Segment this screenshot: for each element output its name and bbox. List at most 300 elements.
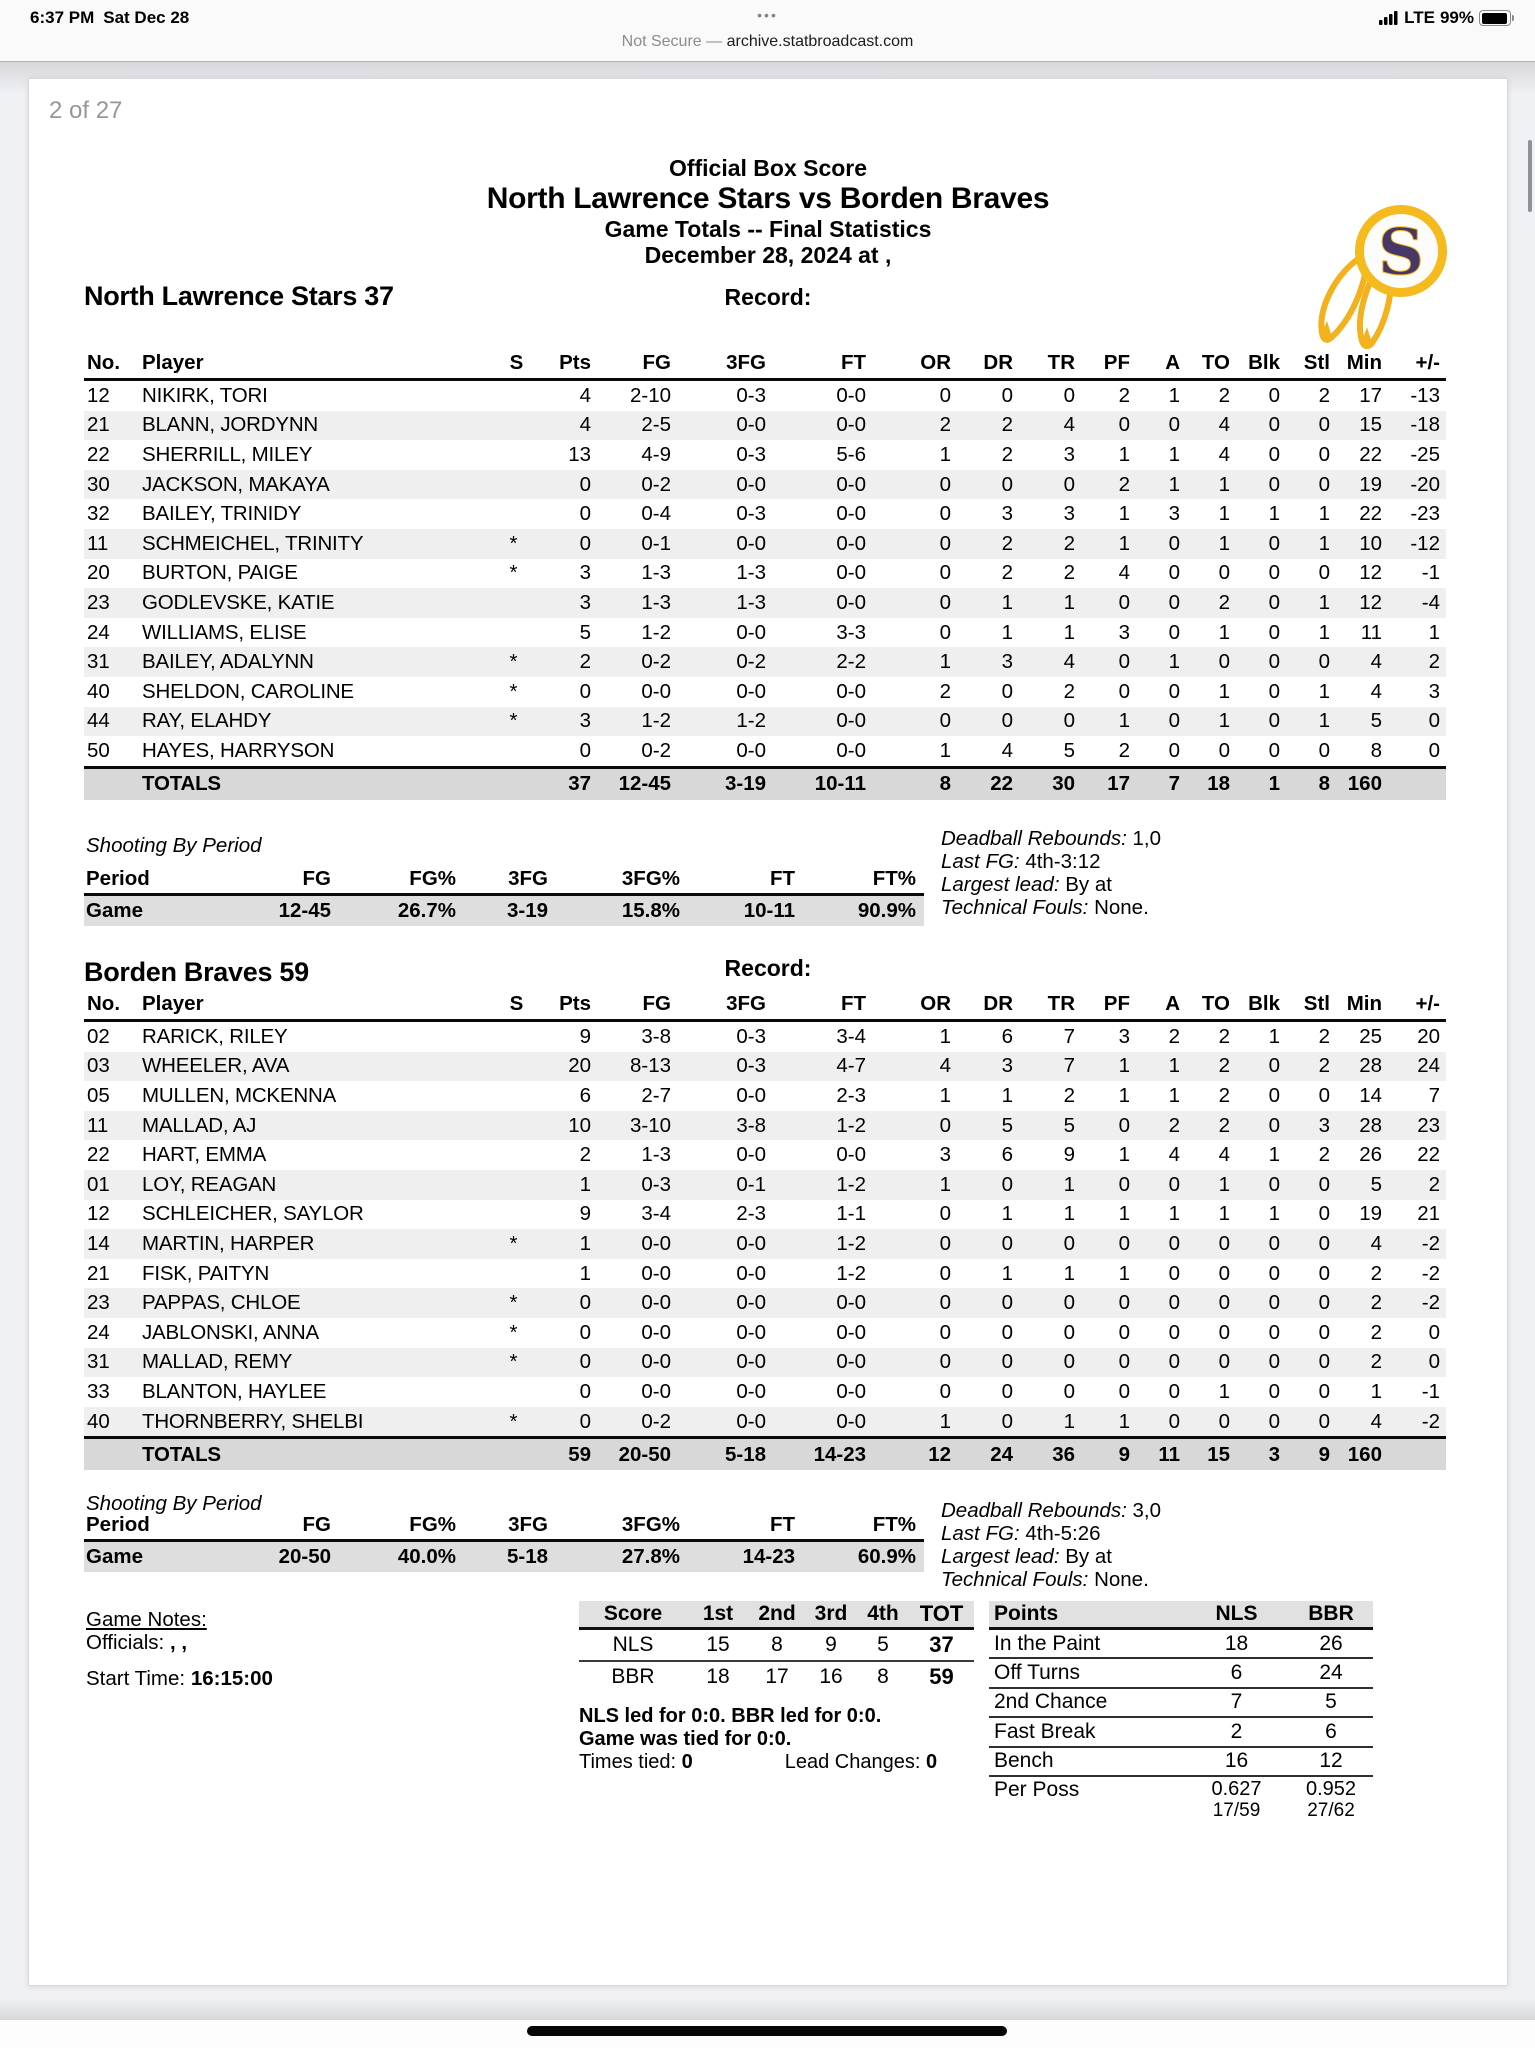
cell-tfg: 0-0 — [736, 738, 766, 762]
cell-s — [492, 1200, 547, 1230]
column-header: Stl — [1286, 349, 1336, 380]
cell-tr: 7 — [1019, 1052, 1081, 1082]
cell-min: 15 — [1336, 411, 1388, 441]
cell-a: 1 — [1136, 470, 1186, 500]
cell-a: 0 — [1136, 1170, 1186, 1200]
cell-s — [492, 736, 547, 767]
table-row — [84, 411, 1446, 441]
table-row — [84, 1200, 1446, 1230]
column-header: 3FG — [464, 1512, 556, 1541]
column-header: FG — [204, 866, 339, 895]
cell-to: 1 — [1186, 529, 1236, 559]
cell-dr: 3 — [957, 647, 1019, 677]
cell-blk: 1 — [1268, 502, 1280, 526]
cell-min: 17 — [1359, 383, 1382, 407]
cell-to: 0 — [1218, 1320, 1230, 1344]
cell-no: 11 — [84, 529, 142, 559]
cell-fg: 1-2 — [641, 620, 671, 644]
cell-to: 4 — [1186, 411, 1236, 441]
cell-or: 2 — [872, 411, 957, 441]
column-header: 3FG — [464, 866, 556, 895]
cell-stl: 0 — [1286, 411, 1336, 441]
cell-pm: -1 — [1421, 1379, 1440, 1403]
cell-stl: 0 — [1318, 1202, 1330, 1226]
cell-pf: 0 — [1081, 647, 1136, 677]
cell-tr: 1 — [1063, 1202, 1075, 1226]
cell-tfg: 0-1 — [677, 1170, 772, 1200]
cell-a: 0 — [1168, 1379, 1180, 1403]
cell-dr: 2 — [1001, 442, 1013, 466]
cell-name: NIKIRK, TORI — [142, 383, 268, 407]
cell-bbr: 6 — [1289, 1717, 1373, 1746]
cell-q1: 15 — [687, 1629, 749, 1662]
cell-no: 23 — [84, 1288, 142, 1318]
cell-fg: 4-9 — [641, 442, 671, 466]
cell-pf: 9 — [1081, 1438, 1136, 1471]
cell-pts: 0 — [579, 679, 591, 703]
cell-name: TOTALS — [142, 1438, 492, 1471]
cell-or: 0 — [872, 470, 957, 500]
cell-a: 0 — [1168, 679, 1180, 703]
cell-pm: 2 — [1388, 647, 1446, 677]
cell-stl: 0 — [1286, 1348, 1336, 1378]
column-header: Points — [989, 1601, 1184, 1629]
column-header: FG — [204, 1512, 339, 1541]
cell-dr: 24 — [957, 1438, 1019, 1471]
column-header: FT — [688, 1512, 803, 1541]
cell-blk: 3 — [1236, 1438, 1286, 1471]
column-header: 2nd — [749, 1601, 805, 1629]
cell-stl: 0 — [1318, 1261, 1330, 1285]
table-row — [84, 618, 1446, 648]
cell-pts: 20 — [547, 1052, 597, 1082]
cell-fg: 0-0 — [597, 1229, 677, 1259]
cell-pm: 0 — [1428, 1320, 1440, 1344]
score-rows — [579, 1629, 974, 1693]
cell-no: 21 — [84, 411, 142, 441]
cell-pts: 0 — [579, 502, 591, 526]
cell-no: 24 — [87, 620, 110, 644]
cell-blk: 0 — [1268, 1261, 1280, 1285]
cell-bbr: 5 — [1289, 1688, 1373, 1717]
cell-stl: 8 — [1286, 767, 1336, 800]
cell-fg: 0-2 — [597, 647, 677, 677]
battery-icon — [1479, 10, 1511, 26]
cell-pts: 0 — [579, 738, 591, 762]
cell-fg: 0-2 — [597, 1407, 677, 1438]
team-heading-nls: North Lawrence Stars 37 — [84, 281, 394, 311]
cell-dr: 0 — [957, 1407, 1019, 1438]
cell-a: 0 — [1136, 1407, 1186, 1438]
cell-nls: 2 — [1184, 1717, 1289, 1746]
cell-pf: 0 — [1118, 1379, 1130, 1403]
column-header: +/- — [1388, 990, 1446, 1021]
column-header: PF — [1081, 349, 1136, 380]
cell-no: 11 — [84, 1111, 142, 1141]
cell-ft: 0-0 — [772, 588, 872, 618]
cell-to: 1 — [1218, 679, 1230, 703]
cell-fg: 1-2 — [597, 707, 677, 737]
cell-tfg: 0-0 — [736, 1143, 766, 1167]
cell-tfg: 3-19 — [464, 895, 556, 927]
cell-pts: 4 — [579, 383, 591, 407]
cell-pf: 1 — [1118, 1202, 1130, 1226]
column-header: 4th — [857, 1601, 909, 1629]
cell-pm: -4 — [1388, 588, 1446, 618]
cell-to: 2 — [1186, 588, 1236, 618]
cell-or: 1 — [939, 1024, 951, 1048]
cell-pf: 0 — [1118, 679, 1130, 703]
cell-or: 0 — [939, 383, 951, 407]
status-time: 6:37 PM — [30, 8, 95, 27]
cell-pf: 1 — [1118, 1083, 1130, 1107]
cell-min: 12 — [1359, 561, 1382, 585]
cell-stl: 0 — [1286, 1407, 1336, 1438]
note-line: Last FG: 4th-3:12 — [941, 850, 1101, 873]
cell-name: WILLIAMS, ELISE — [142, 620, 307, 644]
cell-min: 160 — [1336, 1438, 1388, 1471]
column-header: Blk — [1236, 990, 1286, 1021]
cell-s — [492, 1052, 547, 1082]
cell-s: * — [509, 679, 518, 703]
cell-stl: 0 — [1286, 470, 1336, 500]
cell-pm: -12 — [1388, 529, 1446, 559]
cell-to: 0 — [1218, 561, 1230, 585]
column-header: +/- — [1388, 349, 1446, 380]
cell-blk: 0 — [1236, 1052, 1286, 1082]
cell-fg: 12-45 — [597, 767, 677, 800]
cell-pts: 59 — [547, 1438, 597, 1471]
cell-pf: 3 — [1118, 620, 1130, 644]
cell-pm: -2 — [1388, 1407, 1446, 1438]
cell-no: 14 — [84, 1229, 142, 1259]
cell-no: 23 — [84, 588, 142, 618]
shooting-rows-bbr — [84, 1541, 924, 1573]
cell-tfg: 0-0 — [677, 1288, 772, 1318]
cell-ft: 0-0 — [836, 679, 866, 703]
cell-min: 28 — [1336, 1052, 1388, 1082]
cell-a: 1 — [1168, 442, 1180, 466]
cell-tr: 36 — [1019, 1438, 1081, 1471]
shooting-table-bbr — [84, 1512, 924, 1572]
cell-stl: 1 — [1286, 529, 1336, 559]
cell-no: 20 — [87, 561, 110, 585]
cell-no: 24 — [87, 1320, 110, 1344]
table-row — [84, 1111, 1446, 1141]
column-header: No. — [84, 990, 142, 1021]
shooting-header-row — [84, 1512, 924, 1541]
column-header: 3rd — [805, 1601, 857, 1629]
cell-pm: 23 — [1388, 1111, 1446, 1141]
cell-blk: 0 — [1268, 738, 1280, 762]
cell-s — [492, 588, 547, 618]
cell-blk: 0 — [1236, 1407, 1286, 1438]
cell-ft: 0-0 — [836, 561, 866, 585]
cell-tot: 59 — [929, 1664, 954, 1689]
cell-tr: 0 — [1063, 1379, 1075, 1403]
column-header: 3FG% — [556, 1512, 688, 1541]
cell-stl: 1 — [1286, 588, 1336, 618]
cell-min: 11 — [1360, 620, 1382, 644]
team-heading-bbr: Borden Braves 59 — [84, 957, 309, 987]
cell-pm — [1388, 1438, 1446, 1471]
totals-row-nls — [84, 767, 1446, 800]
cell-fg: 8-13 — [597, 1052, 677, 1082]
cell-tfgp: 27.8% — [556, 1541, 688, 1573]
cell-fgp: 26.7% — [339, 895, 464, 927]
cell-name: WHEELER, AVA — [142, 1052, 492, 1082]
cell-stl: 0 — [1318, 442, 1330, 466]
cell-dr: 1 — [1001, 1202, 1013, 1226]
cell-stl: 0 — [1318, 561, 1330, 585]
column-header: NLS — [1184, 1601, 1289, 1629]
points-rows — [989, 1629, 1373, 1776]
cell-blk: 0 — [1236, 1348, 1286, 1378]
cell-ft: 1-2 — [772, 1170, 872, 1200]
cell-tr: 1 — [1063, 1261, 1075, 1285]
cell-pts: 0 — [579, 1320, 591, 1344]
column-header: 3FG — [677, 349, 772, 380]
cell-a: 1 — [1168, 1083, 1180, 1107]
cell-pf: 0 — [1081, 1111, 1136, 1141]
cell-fg: 12-45 — [204, 895, 339, 927]
cell-a: 0 — [1136, 707, 1186, 737]
cell-min: 1 — [1370, 1379, 1382, 1403]
cell-blk: 0 — [1236, 411, 1286, 441]
cell-tr: 2 — [1063, 561, 1075, 585]
cell-pf: 3 — [1118, 1024, 1130, 1048]
scrollbar[interactable] — [1528, 140, 1532, 212]
column-header: Period — [84, 1512, 204, 1541]
cell-tr: 2 — [1063, 679, 1075, 703]
table-row — [84, 1288, 1446, 1318]
game-date: December 28, 2024 at , — [644, 242, 892, 268]
cell-pts: 37 — [547, 767, 597, 800]
table-row — [84, 677, 1446, 707]
table-row — [989, 1658, 1373, 1687]
cell-dr: 3 — [957, 1052, 1019, 1082]
table-row — [84, 1407, 1446, 1438]
cell-dr: 2 — [957, 529, 1019, 559]
cell-stl: 2 — [1318, 1024, 1330, 1048]
cell-or: 3 — [939, 1143, 951, 1167]
note-line: Deadball Rebounds: 3,0 — [941, 1499, 1161, 1522]
cell-blk: 0 — [1236, 1170, 1286, 1200]
cell-no — [84, 1438, 142, 1471]
cell-min: 19 — [1359, 1202, 1382, 1226]
cell-s — [492, 499, 547, 529]
cell-no — [84, 767, 142, 800]
cell-dr: 22 — [957, 767, 1019, 800]
cell-no: 31 — [84, 1348, 142, 1378]
cell-pts: 10 — [547, 1111, 597, 1141]
cell-s — [492, 1170, 547, 1200]
cell-pm: 24 — [1388, 1052, 1446, 1082]
column-header: Score — [579, 1601, 687, 1629]
cell-dr: 3 — [1001, 502, 1013, 526]
column-header: Min — [1336, 990, 1388, 1021]
cell-or: 0 — [939, 1261, 951, 1285]
table-row — [84, 1170, 1446, 1200]
cell-fg: 0-1 — [597, 529, 677, 559]
cell-or: 0 — [872, 1348, 957, 1378]
cell-dr: 0 — [957, 1170, 1019, 1200]
table-row — [84, 736, 1446, 767]
cell-q3: 9 — [805, 1629, 857, 1662]
cell-fg: 0-0 — [641, 1379, 671, 1403]
cell-ft: 3-3 — [836, 620, 866, 644]
column-header: Period — [84, 866, 204, 895]
column-header: BBR — [1289, 1601, 1373, 1629]
cell-name: BLANTON, HAYLEE — [142, 1379, 327, 1403]
cell-no: 22 — [87, 1143, 110, 1167]
cell-pf: 2 — [1118, 738, 1130, 762]
cell-blk: 1 — [1268, 1202, 1280, 1226]
cell-tr: 0 — [1063, 1320, 1075, 1344]
cell-no: 33 — [87, 1379, 110, 1403]
box-score-table-bbr — [84, 990, 1446, 1470]
cell-name: JACKSON, MAKAYA — [142, 470, 492, 500]
cell-fg: 2-10 — [629, 383, 671, 407]
cell-or: 0 — [872, 1111, 957, 1141]
table-row — [989, 1717, 1373, 1746]
cell-tfg: 5-18 — [677, 1438, 772, 1471]
cell-ft: 0-0 — [772, 411, 872, 441]
column-header: DR — [957, 990, 1019, 1021]
home-indicator[interactable] — [527, 2026, 1007, 2036]
cell-or: 1 — [872, 1407, 957, 1438]
cell-label: 2nd Chance — [989, 1688, 1184, 1717]
cell-pm: -2 — [1388, 1288, 1446, 1318]
tab-overview-icon[interactable]: ••• — [757, 7, 778, 23]
cell-dr: 6 — [1001, 1143, 1013, 1167]
cell-no: 12 — [87, 1202, 110, 1226]
cell-to: 1 — [1186, 1170, 1236, 1200]
cell-ft: 10-11 — [688, 895, 803, 927]
cell-blk: 0 — [1236, 529, 1286, 559]
cell-no: 21 — [87, 1261, 110, 1285]
cell-dr: 0 — [957, 707, 1019, 737]
cell-pm: 0 — [1388, 1348, 1446, 1378]
cell-s: * — [492, 1348, 547, 1378]
cell-min: 8 — [1370, 738, 1382, 762]
column-header: TO — [1186, 990, 1236, 1021]
cell-tfgp: 15.8% — [556, 895, 688, 927]
cell-dr: 0 — [957, 1288, 1019, 1318]
safari-toolbar — [0, 0, 1535, 62]
cell-pf: 1 — [1081, 1407, 1136, 1438]
cell-tr: 4 — [1019, 411, 1081, 441]
column-header: PF — [1081, 990, 1136, 1021]
cell-period: Game — [84, 895, 204, 927]
cell-s — [492, 380, 547, 411]
cell-ft: 2-3 — [836, 1083, 866, 1107]
cell-no: 05 — [87, 1083, 110, 1107]
cell-tr: 3 — [1063, 502, 1075, 526]
table-row — [989, 1776, 1373, 1825]
status-indicators — [1379, 8, 1511, 28]
cell-pm: 0 — [1388, 707, 1446, 737]
cell-min: 2 — [1336, 1348, 1388, 1378]
cell-blk: 0 — [1236, 588, 1286, 618]
cell-or: 0 — [872, 707, 957, 737]
table-row — [989, 1747, 1373, 1776]
cell-min: 14 — [1359, 1083, 1382, 1107]
table-row — [84, 1348, 1446, 1378]
table-row — [84, 1229, 1446, 1259]
cell-name: SCHLEICHER, SAYLOR — [142, 1202, 364, 1226]
shooting-title-bbr: Shooting By Period — [86, 1492, 262, 1515]
cell-ft: 1-1 — [836, 1202, 866, 1226]
column-header: Pts — [547, 349, 597, 380]
cell-to: 4 — [1218, 1143, 1230, 1167]
cell-ft: 0-0 — [836, 1320, 866, 1344]
cell-s: * — [492, 707, 547, 737]
cell-or: 2 — [939, 679, 951, 703]
note-line: Technical Fouls: None. — [941, 1568, 1149, 1591]
cell-q3: 16 — [819, 1665, 843, 1688]
cell-pts: 1 — [547, 1170, 597, 1200]
team-notes-bbr — [941, 1499, 1161, 1591]
cell-or: 1 — [872, 647, 957, 677]
cell-tr: 2 — [1019, 529, 1081, 559]
cell-to: 18 — [1186, 767, 1236, 800]
table-row — [84, 767, 1446, 800]
cell-blk: 0 — [1236, 1229, 1286, 1259]
cell-name: MARTIN, HARPER — [142, 1229, 492, 1259]
cell-pf: 1 — [1118, 502, 1130, 526]
cell-to: 15 — [1186, 1438, 1236, 1471]
cell-fg: 3-8 — [641, 1024, 671, 1048]
cell-tr: 1 — [1063, 620, 1075, 644]
cell-tfg: 2-3 — [736, 1202, 766, 1226]
cell-pts: 3 — [579, 561, 591, 585]
cell-blk: 0 — [1268, 679, 1280, 703]
cell-team: NLS — [579, 1629, 687, 1662]
table-row — [579, 1661, 974, 1692]
led-line: NLS led for 0:0. BBR led for 0:0. — [579, 1705, 882, 1727]
cell-fg: 1-3 — [641, 561, 671, 585]
cell-stl: 1 — [1318, 620, 1330, 644]
per-poss-row — [989, 1776, 1373, 1825]
cell-blk: 0 — [1268, 383, 1280, 407]
cell-dr: 5 — [957, 1111, 1019, 1141]
column-header: Stl — [1286, 990, 1336, 1021]
cell-or: 0 — [872, 1229, 957, 1259]
cell-tfg: 1-2 — [677, 707, 772, 737]
table-row — [84, 1081, 1446, 1111]
cell-no: 12 — [87, 383, 110, 407]
cell-or: 0 — [872, 588, 957, 618]
cell-or: 0 — [939, 1379, 951, 1403]
cell-pm: -13 — [1410, 383, 1440, 407]
box-score-table-nls — [84, 349, 1446, 800]
cell-tfg: 0-0 — [677, 411, 772, 441]
cell-tr: 0 — [1019, 470, 1081, 500]
cell-min: 4 — [1336, 1229, 1388, 1259]
cell-fg: 0-2 — [597, 470, 677, 500]
cell-s — [492, 440, 547, 470]
cell-label: In the Paint — [989, 1629, 1184, 1659]
cell-s — [492, 1259, 547, 1289]
cell-no: 30 — [84, 470, 142, 500]
cell-pf: 1 — [1118, 1261, 1130, 1285]
cell-tr: 0 — [1019, 1229, 1081, 1259]
cell-or: 0 — [939, 620, 951, 644]
cell-s: * — [492, 1407, 547, 1438]
cell-bbr: 0.952 27/62 — [1305, 1777, 1357, 1821]
address-bar[interactable] — [0, 33, 1535, 51]
